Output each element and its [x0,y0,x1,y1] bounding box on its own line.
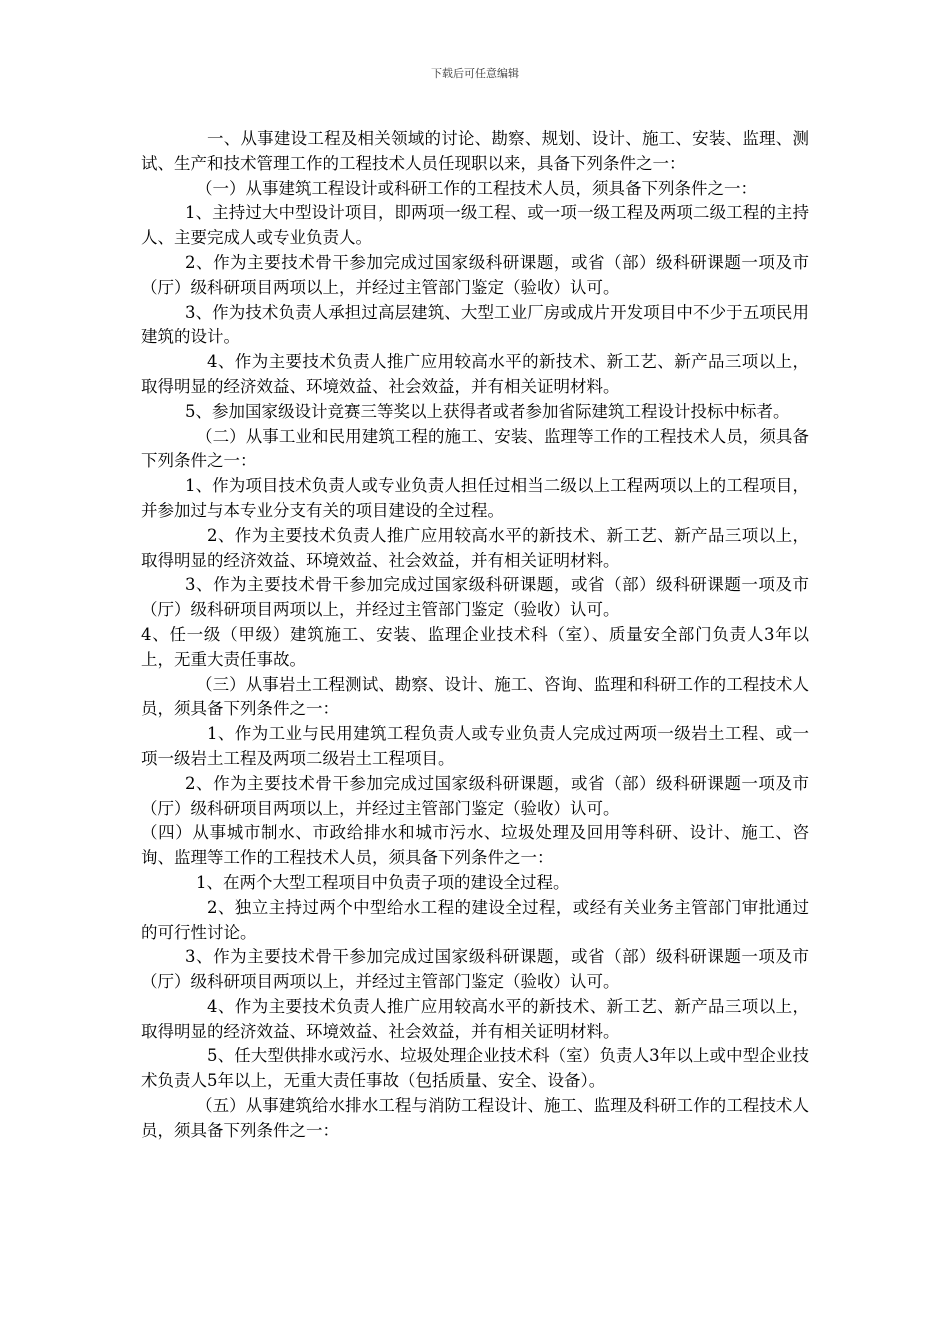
document-paragraph: 1、作为项目技术负责人或专业负责人担任过相当二级以上工程两项以上的工程项目，并参加过与本专业分支有关的项目建设的全过程。 [141,476,809,520]
document-paragraph: 1、在两个大型工程项目中负责子项的建设全过程。 [196,872,570,892]
page-header-note: 下载后可任意编辑 [431,67,519,80]
document-paragraph: 4、作为主要技术负责人推广应用较高水平的新技术、新工艺、新产品三项以上，取得明显的经济效益、环境效益、社会效益，并有相关证明材料。 [141,352,809,396]
document-paragraph: 1、作为工业与民用建筑工程负责人或专业负责人完成过两项一级岩土工程、或一项一级岩土工程及两项二级岩土工程项目。 [141,724,809,768]
document-paragraph: 3、作为技术负责人承担过高层建筑、大型工业厂房或成片开发项目中不少于五项民用建筑的设计。 [141,302,809,347]
document-body [141,127,809,1144]
document-paragraph: 2、作为主要技术负责人推广应用较高水平的新技术、新工艺、新产品三项以上，取得明显的经济效益、环境效益、社会效益，并有相关证明材料。 [141,525,809,570]
document-paragraph: （三）从事岩土工程测试、勘察、设计、施工、咨询、监理和科研工作的工程技术人员，须具备下列条件之一： [141,674,809,719]
document-paragraph: （四）从事城市制水、市政给排水和城市污水、垃圾处理及回用等科研、设计、施工、咨询、监理等工作的工程技术人员，须具备下列条件之一： [141,823,809,868]
document-paragraph: 4、任一级（甲级）建筑施工、安装、监理企业技术科（室）、质量安全部门负责人3年以上，无重大责任事故。 [141,624,809,669]
document-paragraph: （五）从事建筑给水排水工程与消防工程设计、施工、监理及科研工作的工程技术人员，须具备下列条件之一： [141,1096,809,1140]
document-paragraph: 5、任大型供排水或污水、垃圾处理企业技术科（室）负责人3年以上或中型企业技术负责人5年以上，无重大责任事故（包括质量、安全、设备）。 [141,1046,809,1091]
document-paragraph: 3、作为主要技术骨干参加完成过国家级科研课题，或省（部）级科研课题一项及市（厅）级科研项目两项以上，并经过主管部门鉴定（验收）认可。 [141,947,809,992]
document-paragraph: 4、作为主要技术负责人推广应用较高水平的新技术、新工艺、新产品三项以上，取得明显的经济效益、环境效益、社会效益，并有相关证明材料。 [141,996,809,1041]
document-paragraph: 1、主持过大中型设计项目，即两项一级工程、或一项一级工程及两项二级工程的主持人、主要完成人或专业负责人。 [141,203,809,248]
document-paragraph: 一、从事建设工程及相关领域的讨论、勘察、规划、设计、施工、安装、监理、测试、生产和技术管理工作的工程技术人员任现职以来，具备下列条件之一： [141,129,809,173]
document-paragraph: 2、作为主要技术骨干参加完成过国家级科研课题，或省（部）级科研课题一项及市（厅）级科研项目两项以上，并经过主管部门鉴定（验收）认可。 [141,773,809,818]
document-paragraph: 3、作为主要技术骨干参加完成过国家级科研课题，或省（部）级科研课题一项及市（厅）级科研项目两项以上，并经过主管部门鉴定（验收）认可。 [141,575,809,620]
document-paragraph: 2、独立主持过两个中型给水工程的建设全过程，或经有关业务主管部门审批通过的可行性讨论。 [141,897,809,942]
document-paragraph: 2、作为主要技术骨干参加完成过国家级科研课题，或省（部）级科研课题一项及市（厅）级科研项目两项以上，并经过主管部门鉴定（验收）认可。 [141,252,809,297]
document-paragraph: 5、参加国家级设计竞赛三等奖以上获得者或者参加省际建筑工程设计投标中标者。 [185,401,790,421]
document-paragraph: （二）从事工业和民用建筑工程的施工、安装、监理等工作的工程技术人员，须具备下列条件之一： [141,426,809,471]
document-paragraph: （一）从事建筑工程设计或科研工作的工程技术人员，须具备下列条件之一： [196,178,757,198]
